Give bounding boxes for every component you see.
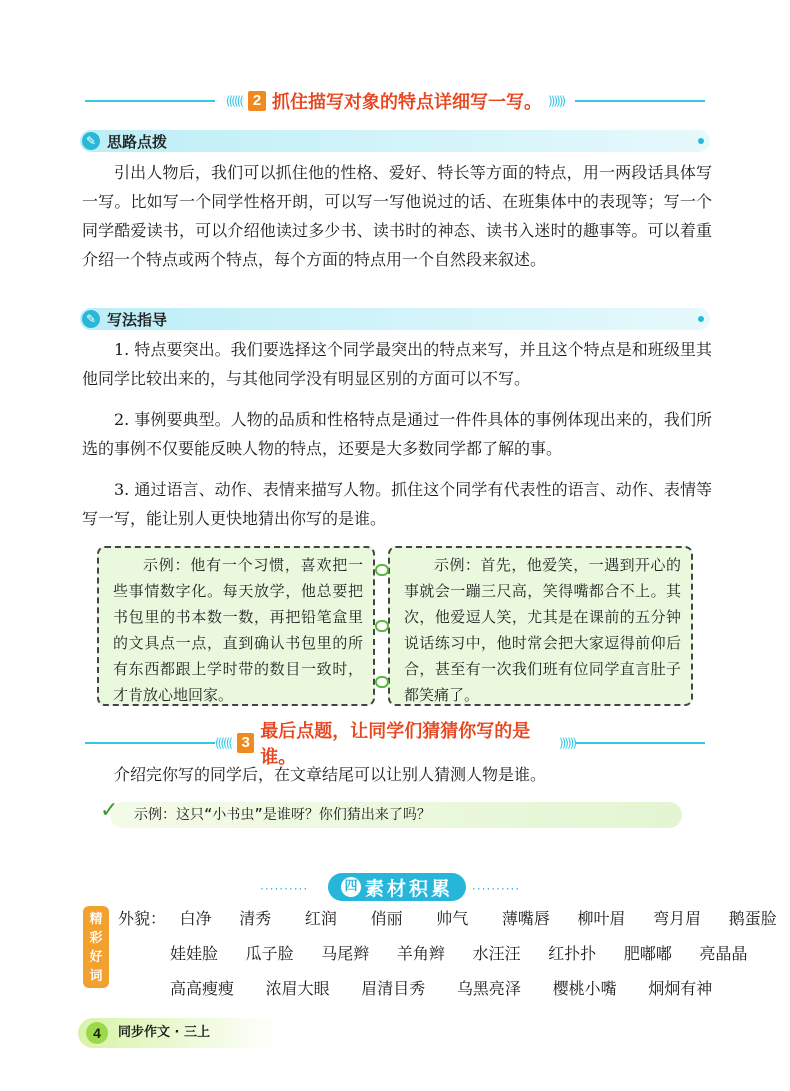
good-words-tag: [83, 906, 109, 988]
word: 鹅蛋脸: [728, 909, 777, 928]
tag-char: 彩: [89, 931, 103, 946]
guide-point-1: 1. 特点要突出。我们要选择这个同学最突出的特点来写，并且这个特点是和班级里其他同学比较出来的，与其他同学没有明显区别的方面可以不写。: [82, 340, 712, 388]
word: 高高瘦瘦: [170, 979, 235, 998]
tip-bar-thinking: [80, 130, 710, 152]
word-row-1: [118, 904, 783, 934]
word: 乌黑亮泽: [456, 979, 521, 998]
guide-point-2: 2. 事例要典型。人物的品质和性格特点是通过一件件具体的事例体现出来的，我们所选的事例不仅要能反映人物的特点，还要是大多数同学都了解的事。: [82, 410, 712, 458]
tip-label: 写法指导: [107, 311, 168, 329]
tag-char: 好: [89, 950, 103, 965]
tip-label: 思路点拨: [107, 133, 168, 151]
word: 俏丽: [370, 909, 403, 928]
word: 清秀: [239, 909, 272, 928]
clip-icon: [375, 676, 389, 688]
page-number: 4: [86, 1022, 108, 1044]
material-title: 素材积累: [364, 877, 453, 900]
section-3-heading: [85, 721, 705, 768]
dot-icon: [698, 316, 704, 322]
section-2-heading: [85, 86, 705, 116]
clip-icon: [375, 620, 389, 632]
chevron-decoration-icon: )))))): [558, 736, 575, 750]
word-row-2: [170, 939, 753, 969]
word: 红扑扑: [548, 944, 597, 963]
word: 眉清目秀: [361, 979, 426, 998]
book-title: 同步作文 · 三上: [118, 1025, 210, 1040]
word: 红润: [304, 909, 337, 928]
word-row-3: [170, 974, 718, 1004]
dot-icon: [698, 138, 704, 144]
material-heading: [260, 870, 530, 904]
section-number: 3: [237, 733, 254, 753]
material-title-pill: [328, 873, 466, 901]
word: 羊角辫: [396, 944, 445, 963]
key-icon: ✎: [82, 132, 100, 150]
section-number: 2: [248, 91, 266, 111]
divider-line: [575, 742, 705, 744]
word: 肥嘟嘟: [623, 944, 672, 963]
tag-char: 词: [89, 969, 103, 984]
section-4-icon: 四: [341, 877, 361, 897]
tip-bar-writing-guide: [80, 308, 710, 330]
tip-paragraph: 引出人物后，我们可以抓住他的性格、爱好、特长等方面的特点，用一两段话具体写一写。比如写一个同学性格开朗，可以写一写他说过的话、在班集体中的表现等；写一个同学酷爱读书，可以介绍他读过多少书、读书时的神态、读书入迷时的趣事等。可以着重介绍一个特点或两个特点，每个方面的特点用一个自然段来叙述。: [82, 163, 712, 269]
chevron-decoration-icon: ((((((: [225, 94, 242, 108]
chevron-decoration-icon: ((((((: [215, 736, 232, 750]
example-box-left: 示例：他有一个习惯，喜欢把一些事情数字化。每天放学，他总要把书包里的书本数一数，再把铅笔盒里的文具点一点，直到确认书包里的所有东西都跟上学时带的数目一致时，才肯放心地回家。: [97, 546, 375, 706]
chevron-decoration-icon: )))))): [548, 94, 565, 108]
divider-line: [85, 100, 215, 102]
divider-line: [85, 742, 215, 744]
section-title: 最后点题，让同学们猜猜你写的是谁。: [260, 721, 531, 768]
word: 浓眉大眼: [265, 979, 330, 998]
word: 帅气: [436, 909, 469, 928]
dots-decoration: ··········: [472, 882, 521, 896]
word: 薄嘴唇: [501, 909, 550, 928]
word: 白净: [179, 909, 212, 928]
word: 柳叶眉: [577, 909, 626, 928]
example-box-right: 示例：首先，他爱笑，一遇到开心的事就会一蹦三尺高，笑得嘴都合不上。其次，他爱逗人笑，尤其是在课前的五分钟说话练习中，他时常会把大家逗得前仰后合，甚至有一次我们班有位同学直言肚子都笑痛了。: [388, 546, 693, 706]
word-category: 外貌：: [118, 909, 167, 928]
word: 瓜子脸: [245, 944, 294, 963]
word: 樱桃小嘴: [552, 979, 617, 998]
word: 炯炯有神: [648, 979, 713, 998]
example-line: 示例：这只“小书虫”是谁呀？你们猜出来了吗？: [110, 802, 682, 828]
word: 亮晶晶: [699, 944, 748, 963]
section-3-paragraph: 介绍完你写的同学后，在文章结尾可以让别人猜测人物是谁。: [114, 765, 547, 784]
section-title: 抓住描写对象的特点详细写一写。: [272, 92, 542, 113]
tag-char: 精: [89, 912, 103, 927]
divider-line: [575, 100, 705, 102]
guide-point-3: 3. 通过语言、动作、表情来描写人物。抓住这个同学有代表性的语言、动作、表情等写一写，能让别人更快地猜出你写的是谁。: [82, 480, 712, 528]
word: 水汪汪: [472, 944, 521, 963]
word: 马尾辫: [321, 944, 370, 963]
word: 弯月眉: [653, 909, 702, 928]
clip-icon: [375, 564, 389, 576]
check-icon: ✓: [100, 798, 119, 823]
key-icon: ✎: [82, 310, 100, 328]
word: 娃娃脸: [170, 944, 219, 963]
dots-decoration: ··········: [260, 882, 309, 896]
